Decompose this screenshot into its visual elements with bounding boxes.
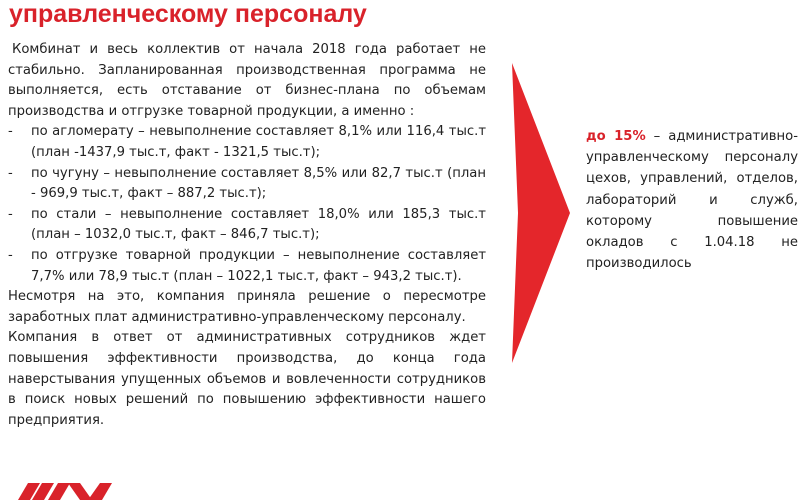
dash-marker: - [8,165,13,181]
page-title: управленческому персоналу [9,0,367,28]
raise-description: – административно-управленческому персоналу цехов, управлений, отделов, лабораторий и служб, которому повышение окладов с 1.04.18 не производилось [586,129,799,272]
intro-paragraph: Комбинат и весь коллектив от начала 2018 года работает не стабильно. Запланированная производственная программа не выполняется, есть отставание от бизнес-плана по объемам производства и отгрузке товарной продукции, а именно : [8,42,486,119]
list-item: - по чугуну – невыполнение составляет 8,5% или 82,7 тыс.т (план - 969,9 тыс.т, факт – 887,2 тыс.т); [8,165,486,202]
dash-marker: - [8,124,13,140]
expectation-paragraph: Компания в ответ от административных сотрудников ждет повышения эффективности производства, до конца года наверстывания упущенных объемов и вовлеченности сотрудников в поиск новых решений по повышению эффективности нашего предприятия. [8,330,486,428]
list-item: - по агломерату – невыполнение составляет 8,1% или 116,4 тыс.т (план -1437,9 тыс.т, факт - 1321,5 тыс.т); [8,124,486,160]
list-item: - по отгрузке товарной продукции – невыполнение составляет 7,7% или 78,9 тыс.т (план – 1022,1 тыс.т, факт – 943,2 тыс.т). [8,247,486,284]
raise-note [586,126,798,274]
right-arrow-icon [512,63,570,363]
decision-paragraph: Несмотря на это, компания приняла решение о пересмотре заработных плат административно-управленческому персоналу. [8,289,486,325]
dash-marker: - [8,247,13,263]
company-logo-icon [18,483,128,500]
raise-percent: до 15% [586,129,646,144]
bullet-list [8,122,486,287]
list-item: - по стали – невыполнение составляет 18,0% или 185,3 тыс.т (план – 1032,0 тыс.т, факт – 846,7 тыс.т); [8,206,486,243]
left-text-block [8,40,486,431]
dash-marker: - [8,206,13,222]
